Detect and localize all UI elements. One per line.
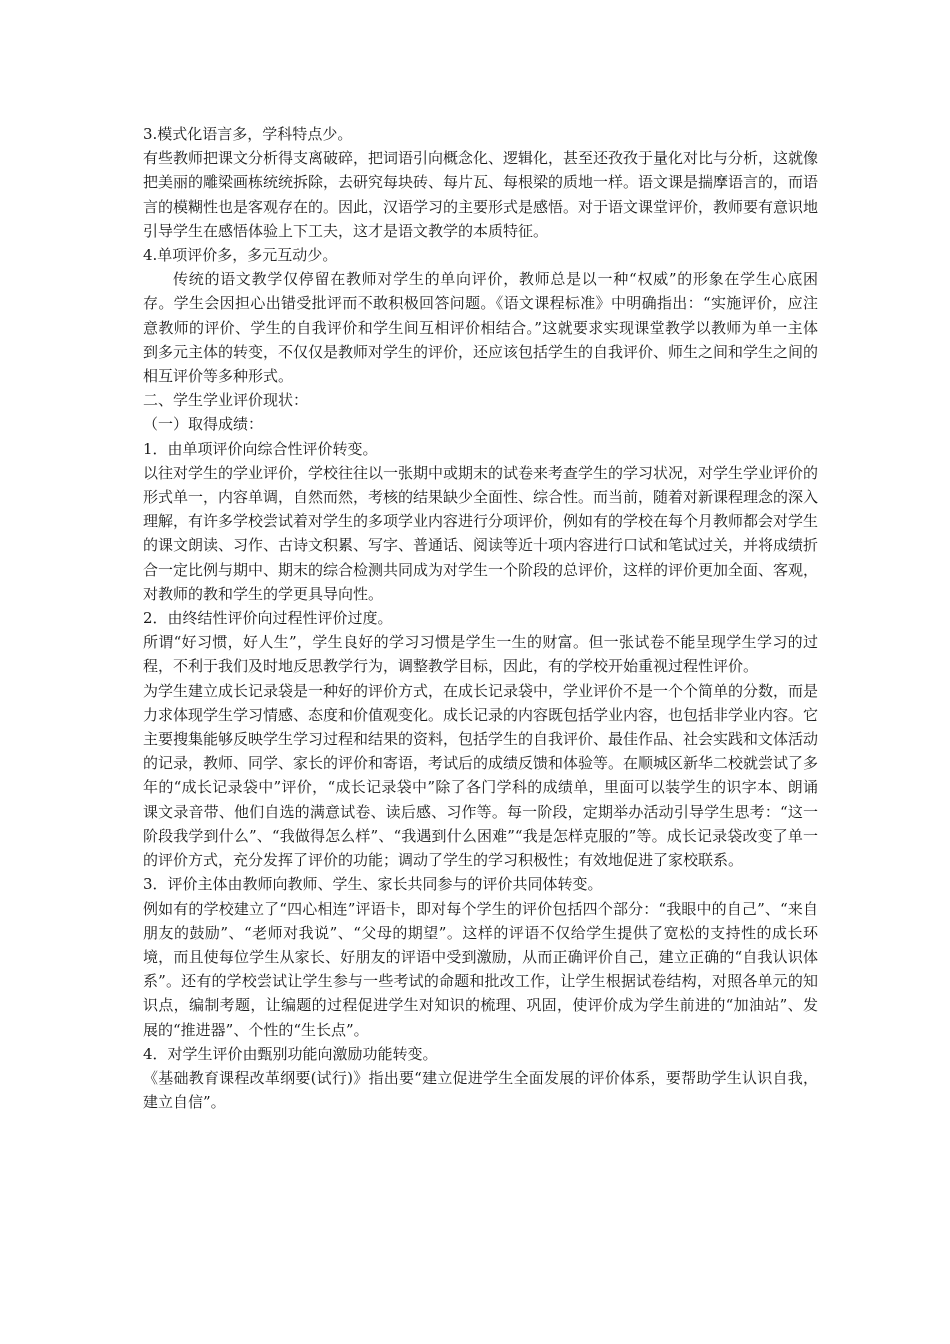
document-page	[143, 122, 818, 1114]
heading-item-4: 4．对学生评价由甄别功能向激励功能转变。	[143, 1044, 438, 1063]
heading-item-2: 2．由终结性评价向过程性评价过度。	[143, 609, 393, 628]
heading-item-1: 1．由单项评价向综合性评价转变。	[143, 439, 378, 458]
subsection-heading-achievements: （一）取得成绩：	[143, 415, 264, 434]
heading-4-single-evaluation: 4.单项评价多，多元互动少。	[143, 246, 338, 265]
paragraph-growth-portfolio: 为学生建立成长记录袋是一种好的评价方式，在成长记录袋中，学业评价不是一个个简单的分数，而是力求体现学生学习情感、态度和价值观变化。成长记录的内容既包括学业内容，也包括非学业内容。它主要搜集能够反映学生学习过程和结果的资料，包括学生的自我评价、最佳作品、社会实践和文体活动的记录，教师、同学、家长的评价和寄语，考试后的成绩反馈和体验等。在顺城区新华二校就尝试了多年的“成长记录袋中”评价，“成长记录袋中”除了各门学科的成绩单，里面可以装学生的识字本、朗诵课文录音带、他们自选的满意试卷、读后感、习作等。每一阶段，定期举办活动引导学生思考：“这一阶段我学到什么”、“我做得怎么样”、“我遇到什么困难”“我是怎样克服的”等。成长记录袋改变了单一的评价方式，充分发挥了评价的功能；调动了学生的学习积极性；有效地促进了家校联系。	[143, 681, 819, 870]
paragraph-good-habits: 所谓“好习惯，好人生”，学生良好的学习习惯是学生一生的财富。但一张试卷不能呈现学生学习的过程，不利于我们及时地反思教学行为，调整教学目标，因此，有的学校开始重视过程性评价。	[143, 633, 818, 676]
heading-3-pattern-language: 3.模式化语言多，学科特点少。	[143, 125, 353, 143]
paragraph-four-hearts: 例如有的学校建立了“四心相连”评语卡，即对每个学生的评价包括四个部分：“我眼中的自己”、“来自朋友的鼓励”、“老师对我说”、“父母的期望”。这样的评语不仅给学生提供了宽松的支持性的成长环境，而且使每位学生从家长、好朋友的评语中受到激励，从而正确评价自己，建立正确的“自我认识体系”。还有的学校尝试让学生参与一些考试的命题和批改工作，让学生根据试卷结构，对照各单元的知识点，编制考题，让编题的过程促进学生对知识的梳理、巩固，使评价成为学生前进的“加油站”、发展的“推进器”、个性的“生长点”。	[143, 899, 818, 1039]
paragraph-curriculum-reform: 《基础教育课程改革纲要(试行)》指出要“建立促进学生全面发展的评价体系，要帮助学生认识自我，建立自信”。	[143, 1068, 818, 1112]
section-heading-status: 二、学生学业评价现状：	[143, 391, 309, 410]
paragraph-item-1: 以往对学生的学业评价，学校往往以一张期中或期末的试卷来考查学生的学习状况，对学生学业评价的形式单一，内容单调，自然而然，考核的结果缺少全面性、综合性。而当前，随着对新课程理念的深入理解，有许多学校尝试着对学生的多项学业内容进行分项评价，例如有的学校在每个月教师都会对学生的课文朗读、习作、古诗文积累、写字、普通话、阅读等近十项内容进行口试和笔试过关，并将成绩折合一定比例与期中、期末的综合检测共同成为对学生一个阶段的总评价，这样的评价更加全面、客观，对教师的教和学生的学更具导向性。	[143, 463, 819, 603]
paragraph-traditional-teaching: 传统的语文教学仅停留在教师对学生的单向评价，教师总是以一种“权威”的形象在学生心底困存。学生会因担心出错受批评而不敢积极回答问题。《语文课程标准》中明确指出：“实施评价，应注意教师的评价、学生的自我评价和学生间互相评价相结合。”这就要求实现课堂教学以教师为单一主体到多元主体的转变，不仅仅是教师对学生的评价，还应该包括学生的自我评价、师生之间和学生之间的相互评价等多种形式。	[143, 270, 819, 386]
paragraph-text-analysis: 有些教师把课文分析得支离破碎，把词语引向概念化、逻辑化，甚至还孜孜于量化对比与分析，这就像把美丽的雕梁画栋统统拆除，去研究每块砖、每片瓦、每根梁的质地一样。语文课是揣摩语言的，而语言的模糊性也是客观存在的。因此，汉语学习的主要形式是感悟。对于语文课堂评价，教师要有意识地引导学生在感悟体验上下工夫，这才是语文教学的本质特征。	[143, 149, 819, 240]
heading-item-3: 3．评价主体由教师向教师、学生、家长共同参与的评价共同体转变。	[143, 875, 603, 894]
